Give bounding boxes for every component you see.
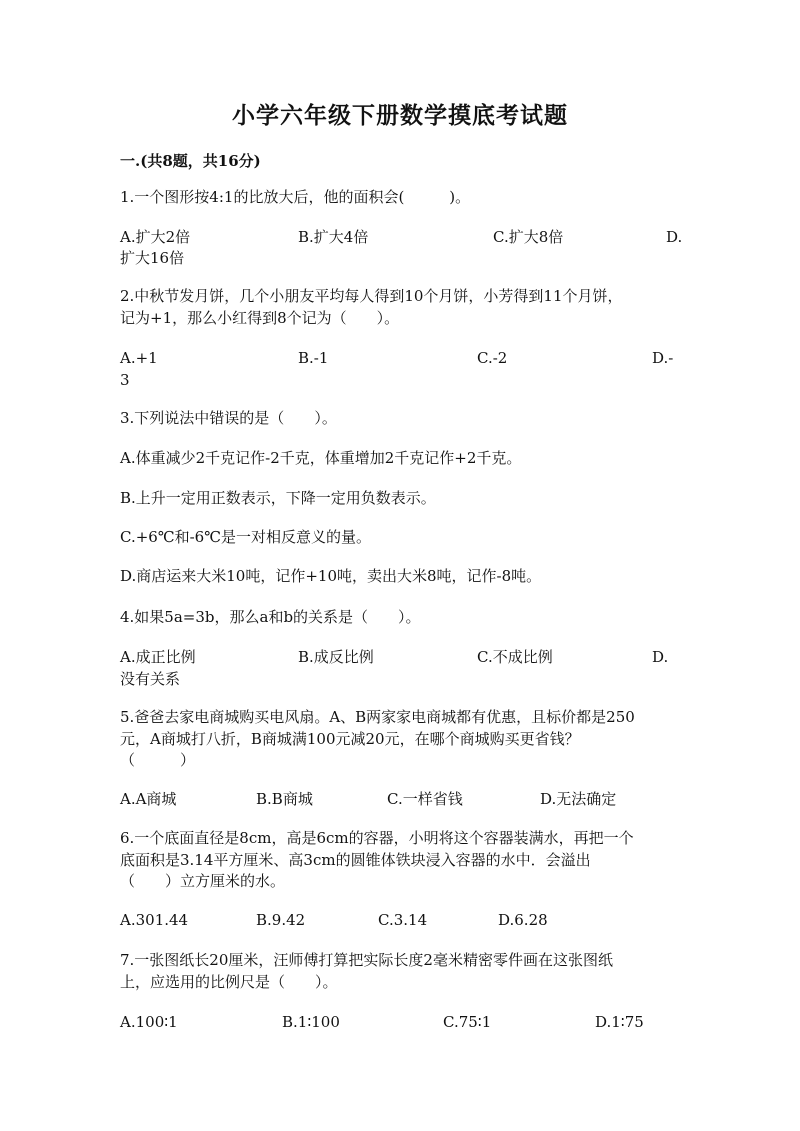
question-1-option-d-text: 扩大16倍 xyxy=(120,249,185,267)
question-2-option-d-text: 3 xyxy=(120,371,130,389)
question-4-option-d-text: 没有关系 xyxy=(120,670,181,688)
question-5-option-a: A.A商城 xyxy=(120,790,177,808)
question-2-option-b: B.-1 xyxy=(298,349,329,367)
question-6-option-c: C.3.14 xyxy=(378,911,428,929)
question-5-text-line-2: 元，A商城打八折，B商城满100元减20元，在哪个商城购买更省钱？ xyxy=(120,730,580,748)
question-3-text: 3.下列说法中错误的是（ ）。 xyxy=(120,409,337,427)
question-6-option-d: D.6.28 xyxy=(498,911,548,929)
question-7-option-a: A.100∶1 xyxy=(120,1013,178,1031)
question-1-option-a: A.扩大2倍 xyxy=(120,228,191,246)
question-1-option-d: D. xyxy=(666,228,683,246)
page-title: 小学六年级下册数学摸底考试题 xyxy=(232,102,568,129)
question-4-option-d: D. xyxy=(652,648,669,666)
question-7-text-line-2: 上，应选用的比例尺是（ ）。 xyxy=(120,973,338,991)
section-heading: 一.(共8题，共16分) xyxy=(120,152,261,170)
question-6-option-a: A.301.44 xyxy=(120,911,189,929)
question-6-text-line-1: 6.一个底面直径是8cm，高是6cm的容器，小明将这个容器装满水，再把一个 xyxy=(120,829,634,847)
question-5-option-b: B.B商城 xyxy=(256,790,313,808)
question-5-option-d: D.无法确定 xyxy=(540,790,617,808)
question-4-text: 4.如果5a=3b，那么a和b的关系是（ ）。 xyxy=(120,608,421,626)
question-2-option-c: C.-2 xyxy=(477,349,508,367)
question-5-text-line-3: （ ） xyxy=(120,751,196,769)
question-7-option-d: D.1∶75 xyxy=(595,1013,644,1031)
question-3-option-c: C.+6℃和-6℃是一对相反意义的量。 xyxy=(120,528,371,546)
question-4-option-a: A.成正比例 xyxy=(120,648,196,666)
question-5-text-line-1: 5.爸爸去家电商城购买电风扇。A、B两家家电商城都有优惠，且标价都是250 xyxy=(120,708,635,726)
question-2-text-line-1: 2.中秋节发月饼，几个小朋友平均每人得到10个月饼，小芳得到11个月饼， xyxy=(120,287,623,305)
question-1-text: 1.一个图形按4:1的比放大后，他的面积会( )。 xyxy=(120,188,471,206)
question-2-option-d: D.- xyxy=(652,349,674,367)
question-1-option-b: B.扩大4倍 xyxy=(298,228,369,246)
question-6-text-line-2: 底面积是3.14平方厘米、高3cm的圆锥体铁块浸入容器的水中．会溢出 xyxy=(120,851,591,869)
question-7-text-line-1: 7.一张图纸长20厘米，汪师傅打算把实际长度2毫米精密零件画在这张图纸 xyxy=(120,951,613,969)
question-1-option-c: C.扩大8倍 xyxy=(493,228,564,246)
question-3-option-d: D.商店运来大米10吨，记作+10吨，卖出大米8吨，记作-8吨。 xyxy=(120,567,542,585)
question-7-option-c: C.75∶1 xyxy=(443,1013,492,1031)
question-2-option-a: A.+1 xyxy=(120,349,158,367)
question-3-option-a: A.体重减少2千克记作-2千克，体重增加2千克记作+2千克。 xyxy=(120,449,522,467)
question-4-option-c: C.不成比例 xyxy=(477,648,553,666)
question-6-option-b: B.9.42 xyxy=(256,911,306,929)
question-6-text-line-3: （ ）立方厘米的水。 xyxy=(120,872,286,890)
question-7-option-b: B.1∶100 xyxy=(282,1013,340,1031)
question-3-option-b: B.上升一定用正数表示，下降一定用负数表示。 xyxy=(120,489,436,507)
question-2-text-line-2: 记为+1，那么小红得到8个记为（ ）。 xyxy=(120,309,400,327)
question-4-option-b: B.成反比例 xyxy=(298,648,374,666)
question-5-option-c: C.一样省钱 xyxy=(387,790,463,808)
